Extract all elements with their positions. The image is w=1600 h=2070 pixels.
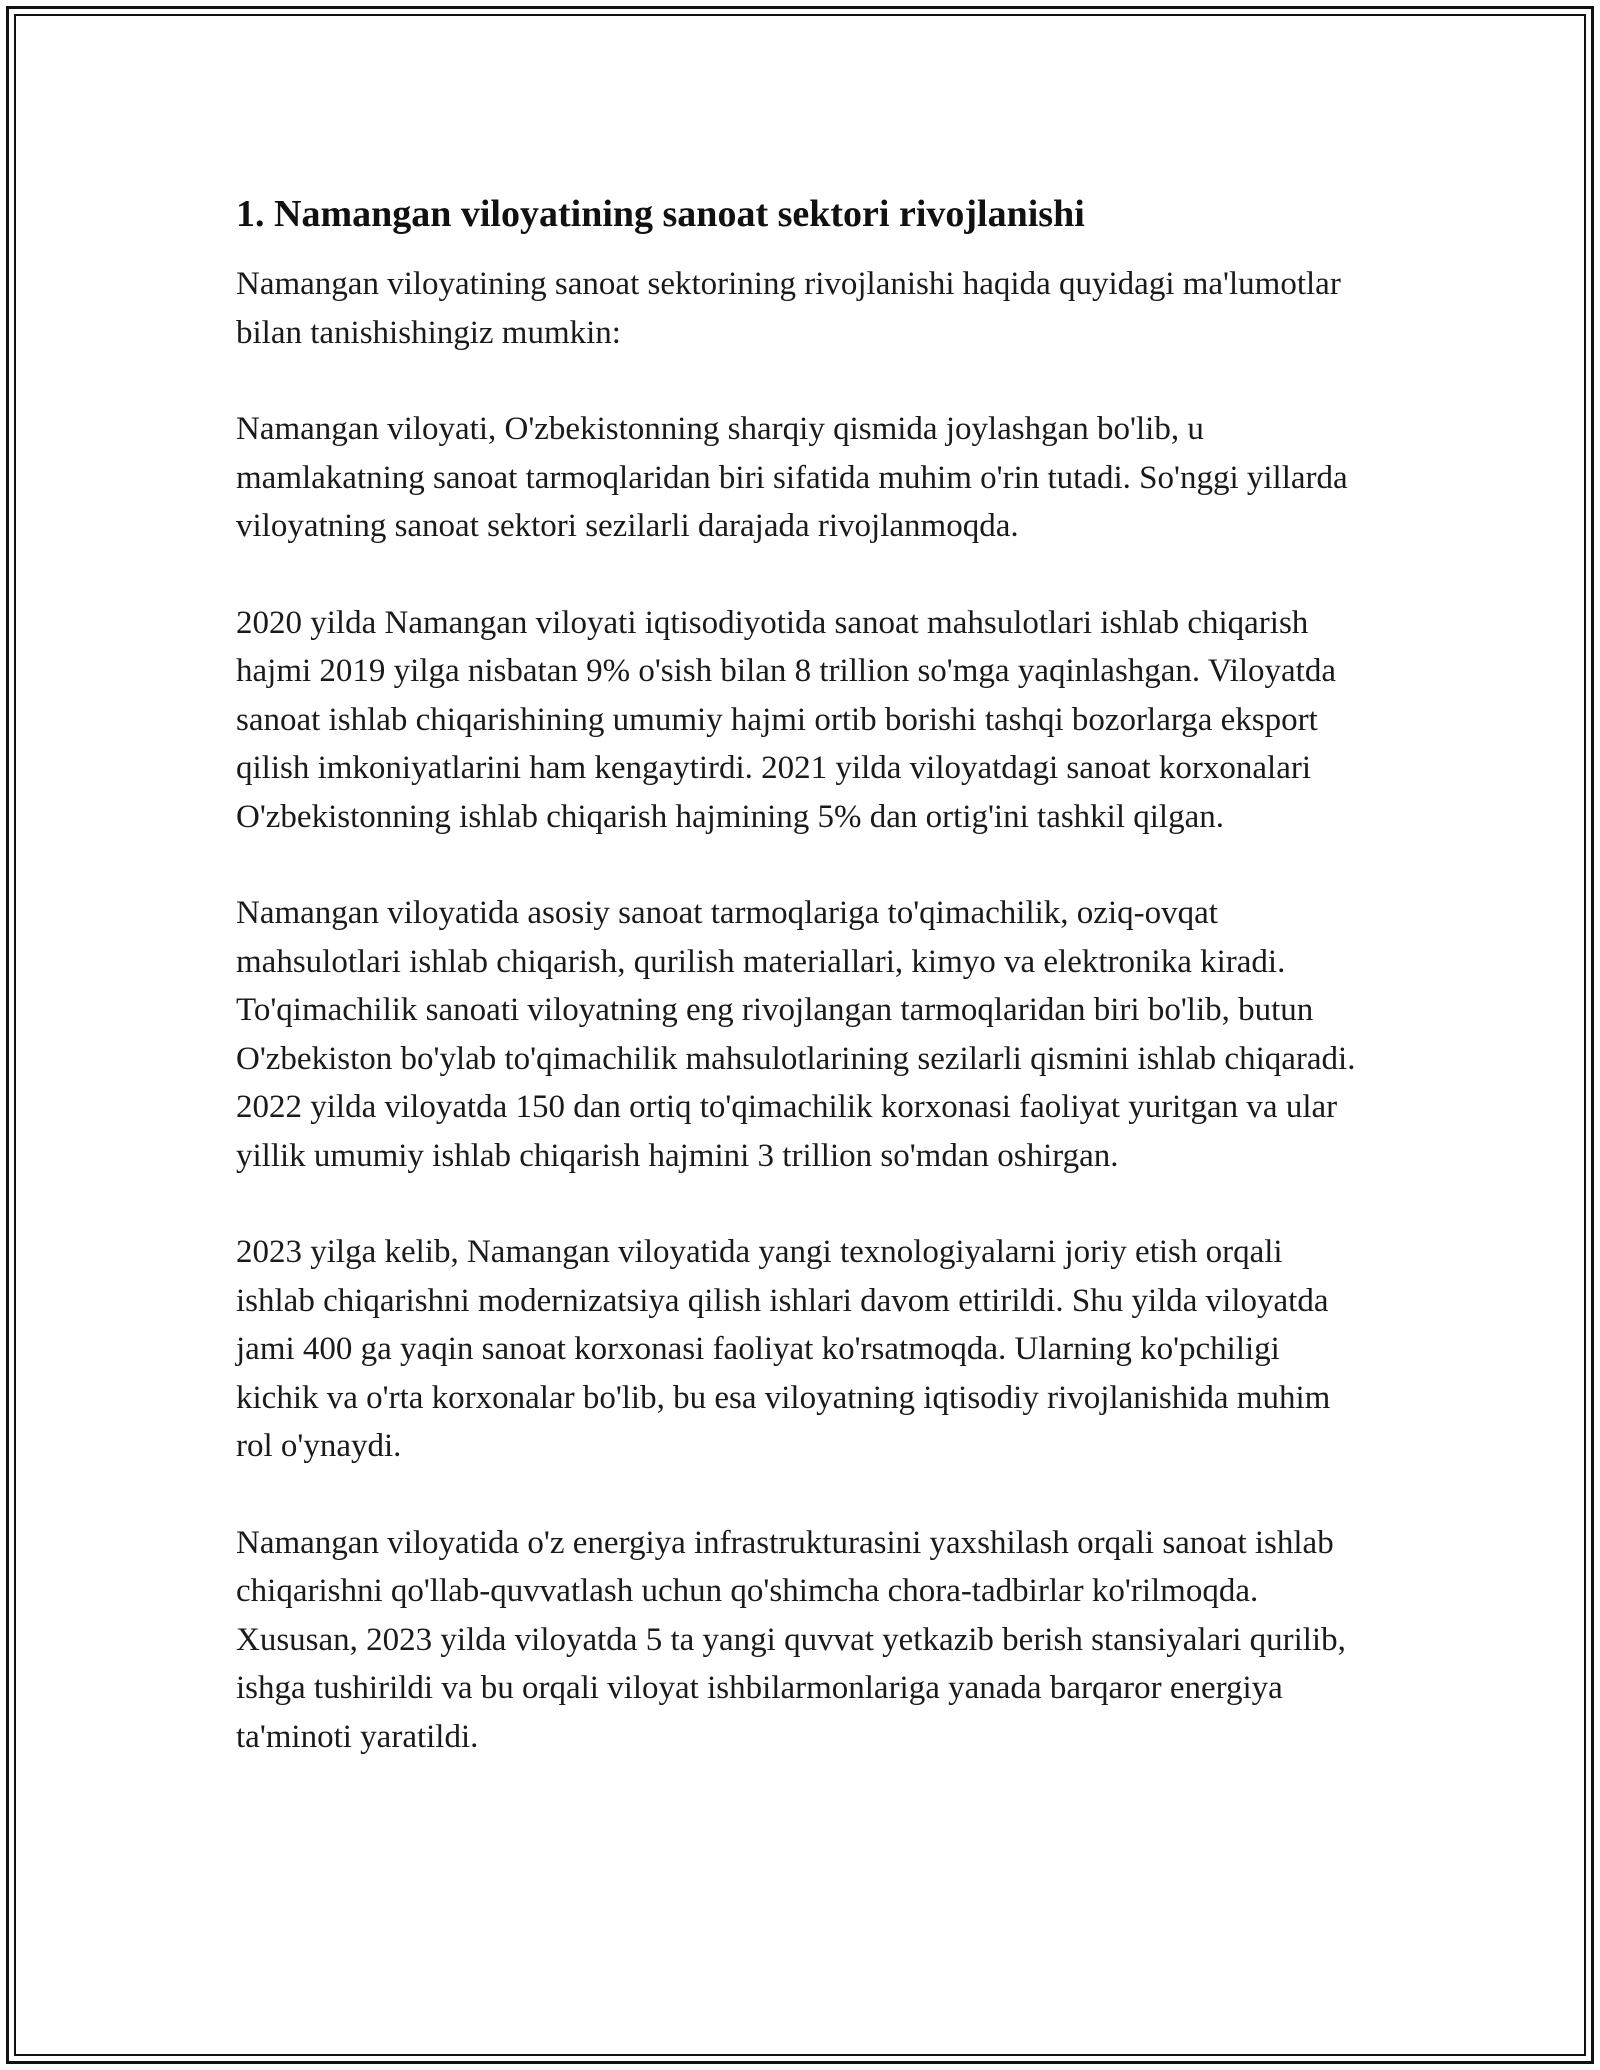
document-body <box>236 190 1366 1809</box>
paragraph-intro: Namangan viloyatining sanoat sektorining rivojlanishi haqida quyidagi ma'lumotlar bilan tanishishingiz mumkin: <box>236 266 1341 351</box>
paragraph-location: Namangan viloyati, O'zbekistonning sharqiy qismida joylashgan bo'lib, u mamlakatning sanoat tarmoqlaridan biri sifatida muhim o'rin tutadi. So'nggi yillarda viloyatning sanoat sektori sezilarli darajada rivojlanmoqda. <box>236 411 1348 544</box>
paragraph-production-2020: 2020 yilda Namangan viloyati iqtisodiyotida sanoat mahsulotlari ishlab chiqarish hajmi 2019 yilga nisbatan 9% o'sish bilan 8 trillion so'mga yaqinlashgan. Viloyatda sanoat ishlab chiqarishining umumiy hajmi ortib borishi tashqi bozorlarga eksport qilish imkoniyatlarini ham kengaytirdi. 2021 yilda viloyatdagi sanoat korxonalari O'zbekistonning ishlab chiqarish hajmining 5% dan ortig'ini tashkil qilgan. <box>236 604 1336 835</box>
section-heading: 1. Namangan viloyatining sanoat sektori rivojlanishi <box>236 193 1085 235</box>
paragraph-industries: Namangan viloyatida asosiy sanoat tarmoqlariga to'qimachilik, oziq-ovqat mahsulotlari ishlab chiqarish, qurilish materiallari, kimyo va elektronika kiradi. To'qimachilik sanoati viloyatning eng rivojlangan tarmoqlaridan biri bo'lib, butun O'zbekiston bo'ylab to'qimachilik mahsulotlarining sezilarli qismini ishlab chiqaradi. 2022 yilda viloyatda 150 dan ortiq to'qimachilik korxonasi faoliyat yuritgan va ular yillik umumiy ishlab chiqarish hajmini 3 trillion so'mdan oshirgan. <box>236 895 1356 1174</box>
paragraph-energy: Namangan viloyatida o'z energiya infrastrukturasini yaxshilash orqali sanoat ishlab chiqarishni qo'llab-quvvatlash uchun qo'shimcha chora-tadbirlar ko'rilmoqda. Xususan, 2023 yilda viloyatda 5 ta yangi quvvat yetkazib berish stansiyalari qurilib, ishga tushirildi va bu orqali viloyat ishbilarmonlariga yanada barqaror energiya ta'minoti yaratildi. <box>236 1524 1346 1755</box>
paragraph-modernization-2023: 2023 yilga kelib, Namangan viloyatida yangi texnologiyalarni joriy etish orqali ishlab chiqarishni modernizatsiya qilish ishlari davom ettirildi. Shu yilda viloyatda jami 400 ga yaqin sanoat korxonasi faoliyat ko'rsatmoqda. Ularning ko'pchiligi kichik va o'rta korxonalar bo'lib, bu esa viloyatning iqtisodiy rivojlanishida muhim rol o'ynaydi. <box>236 1234 1331 1464</box>
